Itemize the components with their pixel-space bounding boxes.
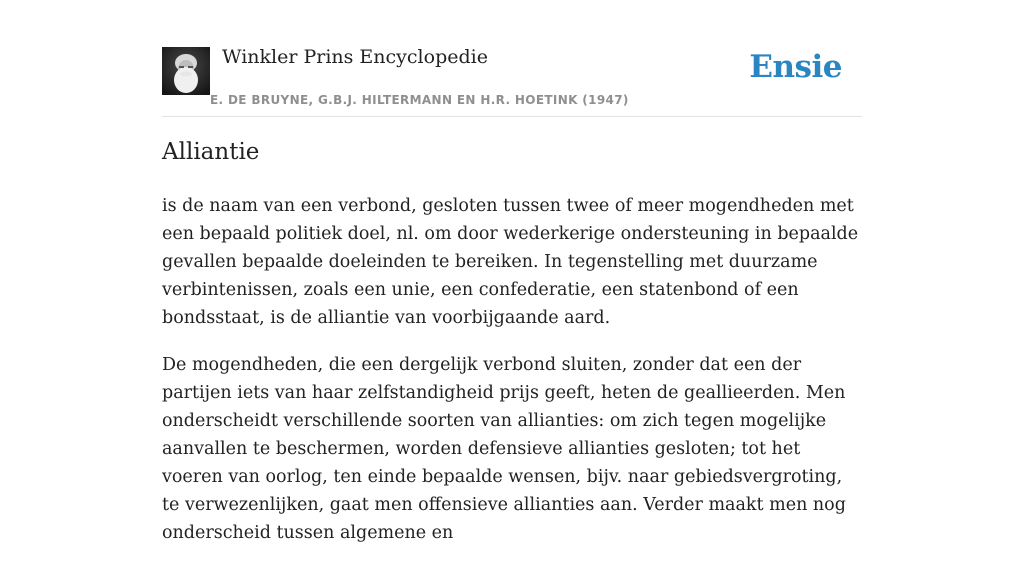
article-title: Alliantie: [162, 139, 260, 165]
header: [162, 0, 862, 117]
authors-line: E. DE BRUYNE, G.B.J. HILTERMANN EN H.R. HOETINK (1947): [210, 93, 629, 107]
content-column: [162, 0, 862, 543]
encyclopedia-title[interactable]: Winkler Prins Encyclopedie: [222, 46, 488, 68]
paragraph: De mogendheden, die een dergelijk verbond sluiten, zonder dat een der partijen iets van haar zelfstandigheid prijs geeft, heten de geallieerden. Men onderscheidt verschillende soorten van allianties: om zich tegen mogelijke aanvallen te beschermen, worden defensieve allianties gesloten; tot het voeren van oorlog, ten einde bepaalde wensen, bijv. naar gebiedsvergroting, te verwezenlijken, gaat men offensieve allianties aan. Verder maakt men nog onderscheid tussen algemene en: [162, 355, 846, 543]
article-body: [162, 192, 862, 566]
ensie-logo[interactable]: Ensie: [749, 49, 842, 85]
paragraph: is de naam van een verbond, gesloten tussen twee of meer mogendheden met een bepaald politiek doel, nl. om door wederkerige ondersteuning in bepaalde gevallen bepaalde doeleinden te bereiken. In tegenstelling met duurzame verbintenissen, zoals een unie, een confederatie, een statenbond of een bondsstaat, is de alliantie van voorbijgaande aard.: [162, 196, 859, 328]
bearded-man-portrait-icon[interactable]: [162, 47, 210, 95]
